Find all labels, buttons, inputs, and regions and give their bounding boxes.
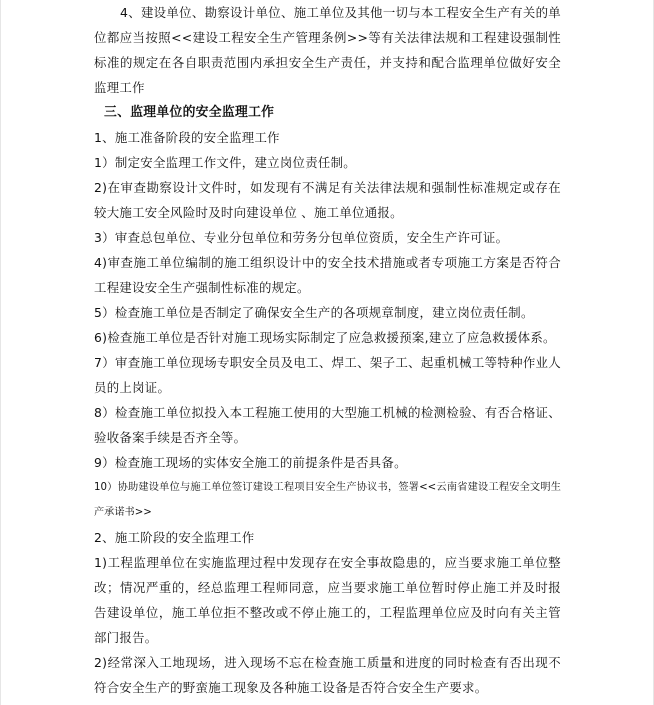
list-item-6: 6)检查施工单位是否针对施工现场实际制定了应急救援预案,建立了应急救援体系。 — [94, 330, 556, 345]
list-item-1: 1）制定安全监理工作文件，建立岗位责任制。 — [94, 155, 356, 170]
list-item-4: 4)审查施工单位编制的施工组织设计中的安全技术措施或者专项施工方案是否符合工程建设安全生产强制性标准的规定。 — [94, 255, 561, 295]
intro-paragraph: 4、建设单位、勘察设计单位、施工单位及其他一切与本工程安全生产有关的单位都应当按照<<建设工程安全生产管理条例>>等有关法律法规和工程建设强制性标准的规定在各自职责范围内承担安全生产责任，并支持和配合监理单位做好安全监理工作 — [94, 5, 561, 95]
list-item-5: 5）检查施工单位是否制定了确保安全生产的各项规章制度，建立岗位责任制。 — [94, 305, 534, 320]
list-item-10: 10）协助建设单位与施工单位签订建设工程项目安全生产协议书，签署<<云南省建设工程安全文明生产承诺书>> — [94, 482, 561, 518]
subsection-1-title: 1、施工准备阶段的安全监理工作 — [94, 130, 280, 145]
stage-item-1: 1)工程监理单位在实施监理过程中发现存在安全事故隐患的，应当要求施工单位整改；情况严重的，经总监理工程师同意，应当要求施工单位暂时停止施工并及时报告建设单位，施工单位拒不整改或不停止施工的，工程监理单位应及时向有关主管部门报告。 — [94, 555, 561, 645]
list-item-2: 2)在审查勘察设计文件时，如发现有不满足有关法律法规和强制性标准规定或存在较大施工安全风险时及时向建设单位 、施工单位通报。 — [94, 180, 561, 220]
stage-item-2: 2)经常深入工地现场，进入现场不忘在检查施工质量和进度的同时检查有否出现不符合安全生产的野蛮施工现象及各种施工设备是否符合安全生产要求。 — [94, 655, 561, 695]
list-item-3: 3）审查总包单位、专业分包单位和劳务分包单位资质，安全生产许可证。 — [94, 230, 509, 245]
document-body — [94, 0, 561, 700]
subsection-2-title: 2、施工阶段的安全监理工作 — [94, 530, 255, 545]
list-item-7: 7）审查施工单位现场专职安全员及电工、焊工、架子工、起重机械工等特种作业人员的上岗证。 — [94, 355, 561, 395]
list-item-8: 8）检查施工单位拟投入本工程施工使用的大型施工机械的检测检验、有否合格证、验收备案手续是否齐全等。 — [94, 405, 561, 445]
section-three-heading: 三、监理单位的安全监理工作 — [104, 105, 275, 120]
list-item-9: 9）检查施工现场的实体安全施工的前提条件是否具备。 — [94, 455, 407, 470]
